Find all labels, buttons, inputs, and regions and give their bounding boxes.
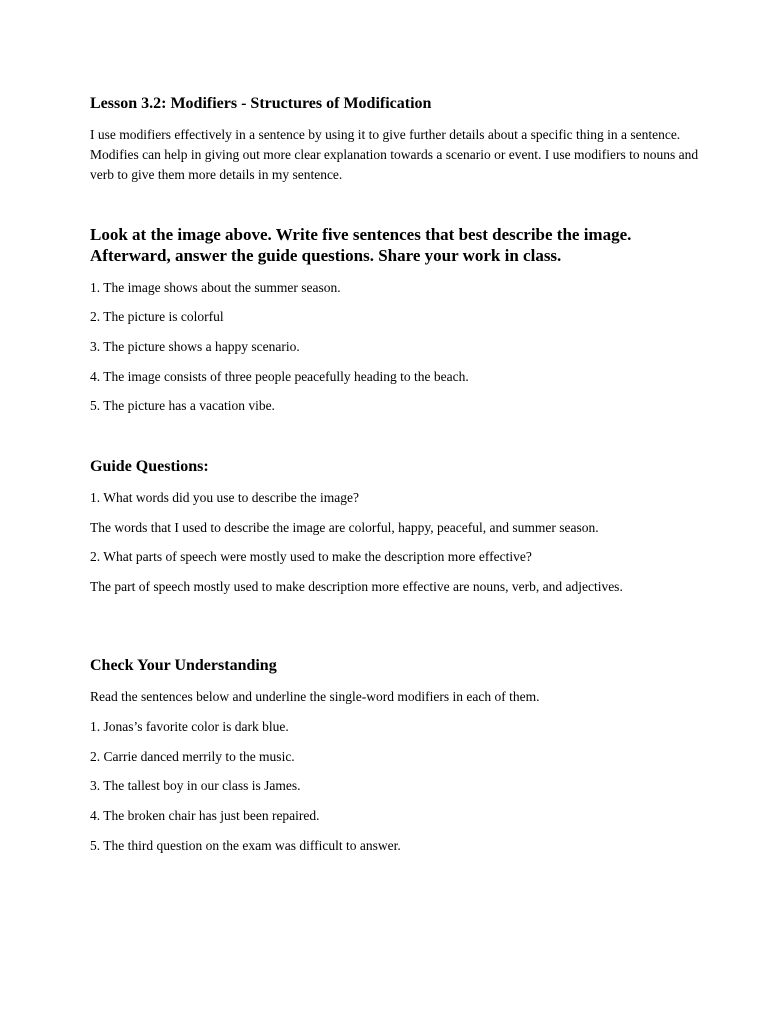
sentence-item: 4. The image consists of three people peacefully heading to the beach. (90, 369, 469, 384)
check-instruction: Read the sentences below and underline the single-word modifiers in each of them. (90, 689, 540, 704)
check-item: 5. The third question on the exam was difficult to answer. (90, 838, 401, 853)
check-item: 2. Carrie danced merrily to the music. (90, 749, 295, 764)
sentence-item: 1. The image shows about the summer season. (90, 280, 341, 295)
guide-question: 2. What parts of speech were mostly used to make the description more effective? (90, 549, 532, 564)
check-heading: Check Your Understanding (90, 657, 277, 674)
intro-paragraph: I use modifiers effectively in a sentence by using it to give further details about a specific thing in a sentence. Modifies can help in giving out more clear explanation towards a scenario or event. I use modifiers to nouns and verb to give them more details in my sentence. (90, 127, 699, 182)
check-item: 3. The tallest boy in our class is James. (90, 778, 301, 793)
instruction-heading: Look at the image above. Write five sentences that best describe the image. Afterward, answer the guide questions. Share your work in class. (90, 225, 632, 265)
sentence-item: 5. The picture has a vacation vibe. (90, 398, 275, 413)
sentence-item: 3. The picture shows a happy scenario. (90, 339, 300, 354)
guide-question: 1. What words did you use to describe the image? (90, 490, 359, 505)
check-item: 1. Jonas’s favorite color is dark blue. (90, 719, 289, 734)
lesson-title: Lesson 3.2: Modifiers - Structures of Modification (90, 95, 432, 112)
guide-answer: The part of speech mostly used to make description more effective are nouns, verb, and adjectives. (90, 579, 623, 594)
guide-heading: Guide Questions: (90, 458, 209, 475)
guide-answer: The words that I used to describe the image are colorful, happy, peaceful, and summer season. (90, 520, 599, 535)
check-item: 4. The broken chair has just been repaired. (90, 808, 320, 823)
sentence-item: 2. The picture is colorful (90, 309, 224, 324)
